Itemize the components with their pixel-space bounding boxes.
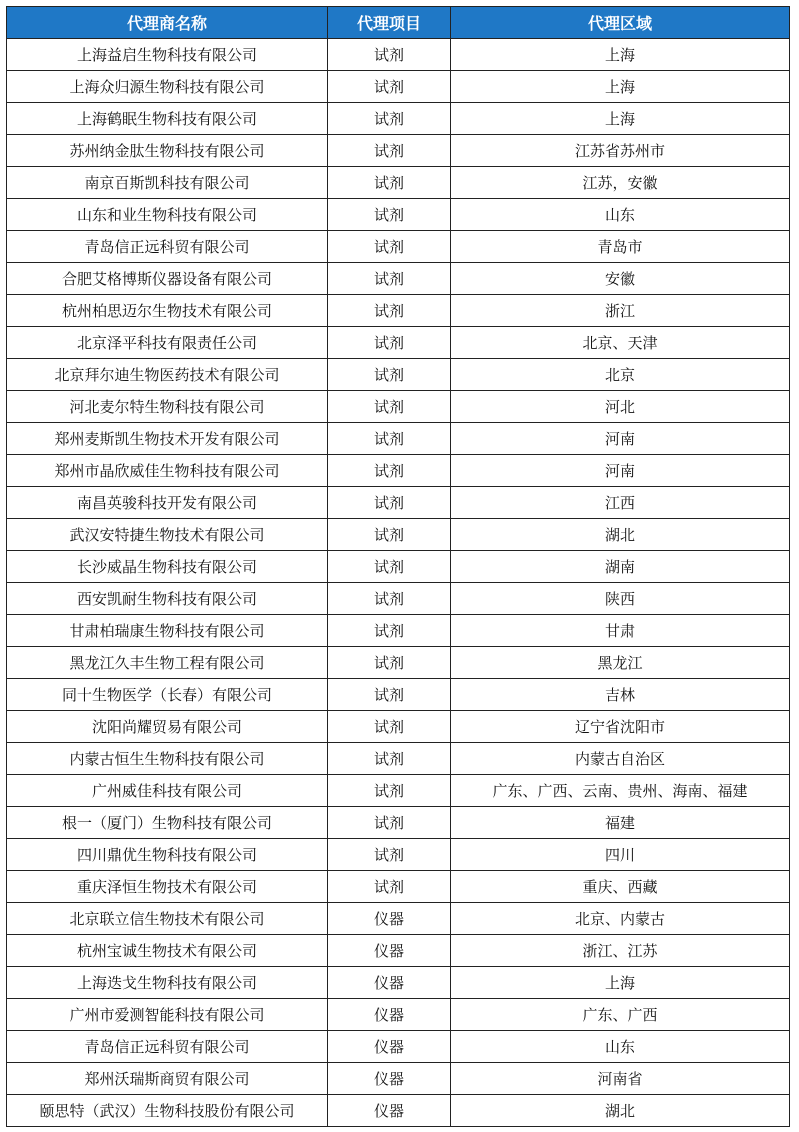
table-row [7,423,790,455]
table-row [7,775,790,807]
agent-name-cell: 重庆泽恒生物技术有限公司 [7,871,328,903]
agent-region-cell: 北京 [451,359,790,391]
agent-item-cell: 仪器 [328,999,451,1031]
agent-item-cell: 试剂 [328,807,451,839]
agent-region-cell: 青岛市 [451,231,790,263]
agent-name-cell: 杭州宝诚生物技术有限公司 [7,935,328,967]
agent-name-cell: 同十生物医学（长春）有限公司 [7,679,328,711]
table-row [7,967,790,999]
agent-region-cell: 北京、内蒙古 [451,903,790,935]
agent-item-cell: 仪器 [328,1095,451,1127]
agent-name-cell: 上海益启生物科技有限公司 [7,39,328,71]
table-row [7,999,790,1031]
agent-item-cell: 试剂 [328,71,451,103]
agent-item-cell: 试剂 [328,551,451,583]
agent-region-cell: 山东 [451,199,790,231]
agent-name-cell: 杭州柏思迈尔生物技术有限公司 [7,295,328,327]
agent-name-cell: 郑州市晶欣威佳生物科技有限公司 [7,455,328,487]
table-row [7,231,790,263]
agent-item-cell: 试剂 [328,711,451,743]
agent-region-cell: 内蒙古自治区 [451,743,790,775]
agent-item-cell: 试剂 [328,263,451,295]
agent-region-cell: 广东、广西、云南、贵州、海南、福建 [451,775,790,807]
agent-name-cell: 颐思特（武汉）生物科技股份有限公司 [7,1095,328,1127]
agent-item-cell: 试剂 [328,455,451,487]
table-row [7,743,790,775]
agent-item-cell: 试剂 [328,743,451,775]
table-row [7,327,790,359]
agent-name-cell: 南昌英骏科技开发有限公司 [7,487,328,519]
agent-region-cell: 山东 [451,1031,790,1063]
agent-region-cell: 福建 [451,807,790,839]
agent-name-cell: 沈阳尚耀贸易有限公司 [7,711,328,743]
agent-region-cell: 安徽 [451,263,790,295]
table-row [7,935,790,967]
agent-name-cell: 上海众归源生物科技有限公司 [7,71,328,103]
table-row [7,359,790,391]
agent-item-cell: 试剂 [328,519,451,551]
table-row [7,1063,790,1095]
table-row [7,519,790,551]
agent-name-cell: 合肥艾格博斯仪器设备有限公司 [7,263,328,295]
table-row [7,487,790,519]
agent-region-cell: 黑龙江 [451,647,790,679]
agent-item-cell: 试剂 [328,103,451,135]
agent-item-cell: 试剂 [328,295,451,327]
table-row [7,679,790,711]
agent-name-cell: 内蒙古恒生生物科技有限公司 [7,743,328,775]
agent-region-cell: 广东、广西 [451,999,790,1031]
agent-item-cell: 试剂 [328,135,451,167]
table-row [7,903,790,935]
table-row [7,167,790,199]
agent-name-cell: 山东和业生物科技有限公司 [7,199,328,231]
agent-region-cell: 吉林 [451,679,790,711]
agent-item-cell: 试剂 [328,391,451,423]
agent-region-cell: 江西 [451,487,790,519]
agent-region-cell: 陕西 [451,583,790,615]
agent-name-cell: 上海鹤眠生物科技有限公司 [7,103,328,135]
agent-region-cell: 浙江、江苏 [451,935,790,967]
agent-name-cell: 黑龙江久丰生物工程有限公司 [7,647,328,679]
agent-item-cell: 试剂 [328,775,451,807]
agent-region-cell: 上海 [451,71,790,103]
agent-item-cell: 仪器 [328,935,451,967]
agent-name-cell: 苏州纳金肽生物科技有限公司 [7,135,328,167]
table-row [7,103,790,135]
agent-name-cell: 上海迭戈生物科技有限公司 [7,967,328,999]
agent-name-cell: 四川鼎优生物科技有限公司 [7,839,328,871]
agent-region-cell: 江苏，安徽 [451,167,790,199]
agent-item-cell: 试剂 [328,615,451,647]
table-row [7,647,790,679]
header-agent-name: 代理商名称 [7,7,328,39]
agent-region-cell: 河南 [451,423,790,455]
agent-name-cell: 北京拜尔迪生物医药技术有限公司 [7,359,328,391]
agent-name-cell: 青岛信正远科贸有限公司 [7,231,328,263]
agent-region-cell: 河北 [451,391,790,423]
agent-region-cell: 甘肃 [451,615,790,647]
agent-name-cell: 河北麦尔特生物科技有限公司 [7,391,328,423]
agent-region-cell: 湖北 [451,1095,790,1127]
agent-item-cell: 试剂 [328,487,451,519]
table-row [7,135,790,167]
agent-name-cell: 广州威佳科技有限公司 [7,775,328,807]
agent-region-cell: 上海 [451,39,790,71]
table-row [7,295,790,327]
agent-region-cell: 江苏省苏州市 [451,135,790,167]
agent-item-cell: 试剂 [328,679,451,711]
table-row [7,199,790,231]
agent-name-cell: 郑州麦斯凯生物技术开发有限公司 [7,423,328,455]
table-row [7,71,790,103]
agent-item-cell: 试剂 [328,423,451,455]
agent-table [6,6,790,1127]
header-agent-region: 代理区域 [451,7,790,39]
agent-item-cell: 仪器 [328,1063,451,1095]
table-row [7,839,790,871]
agent-item-cell: 试剂 [328,583,451,615]
table-row [7,455,790,487]
agent-region-cell: 重庆、西藏 [451,871,790,903]
table-row [7,1031,790,1063]
table-row [7,39,790,71]
agent-region-cell: 辽宁省沈阳市 [451,711,790,743]
agent-name-cell: 西安凯耐生物科技有限公司 [7,583,328,615]
header-row [7,7,790,39]
agent-region-cell: 北京、天津 [451,327,790,359]
agent-name-cell: 长沙威晶生物科技有限公司 [7,551,328,583]
agent-name-cell: 甘肃柏瑞康生物科技有限公司 [7,615,328,647]
agent-item-cell: 试剂 [328,231,451,263]
agent-name-cell: 北京联立信生物技术有限公司 [7,903,328,935]
agent-item-cell: 试剂 [328,327,451,359]
agent-region-cell: 河南 [451,455,790,487]
agent-item-cell: 试剂 [328,647,451,679]
table-row [7,1095,790,1127]
agent-region-cell: 湖南 [451,551,790,583]
agent-name-cell: 青岛信正远科贸有限公司 [7,1031,328,1063]
agent-item-cell: 试剂 [328,39,451,71]
agent-name-cell: 根一（厦门）生物科技有限公司 [7,807,328,839]
table-row [7,615,790,647]
agent-region-cell: 上海 [451,967,790,999]
agent-region-cell: 四川 [451,839,790,871]
header-agent-item: 代理项目 [328,7,451,39]
table-row [7,711,790,743]
agent-region-cell: 湖北 [451,519,790,551]
agent-item-cell: 试剂 [328,359,451,391]
agent-item-cell: 试剂 [328,839,451,871]
table-row [7,583,790,615]
table-row [7,551,790,583]
agent-name-cell: 北京泽平科技有限责任公司 [7,327,328,359]
agent-item-cell: 仪器 [328,967,451,999]
agent-name-cell: 武汉安特捷生物技术有限公司 [7,519,328,551]
agent-item-cell: 试剂 [328,199,451,231]
agent-item-cell: 仪器 [328,903,451,935]
agent-region-cell: 浙江 [451,295,790,327]
agent-region-cell: 河南省 [451,1063,790,1095]
agent-region-cell: 上海 [451,103,790,135]
agent-name-cell: 广州市爱测智能科技有限公司 [7,999,328,1031]
agent-name-cell: 郑州沃瑞斯商贸有限公司 [7,1063,328,1095]
table-row [7,391,790,423]
table-row [7,263,790,295]
agent-item-cell: 试剂 [328,167,451,199]
agent-item-cell: 仪器 [328,1031,451,1063]
agent-name-cell: 南京百斯凯科技有限公司 [7,167,328,199]
table-row [7,871,790,903]
table-row [7,807,790,839]
agent-item-cell: 试剂 [328,871,451,903]
